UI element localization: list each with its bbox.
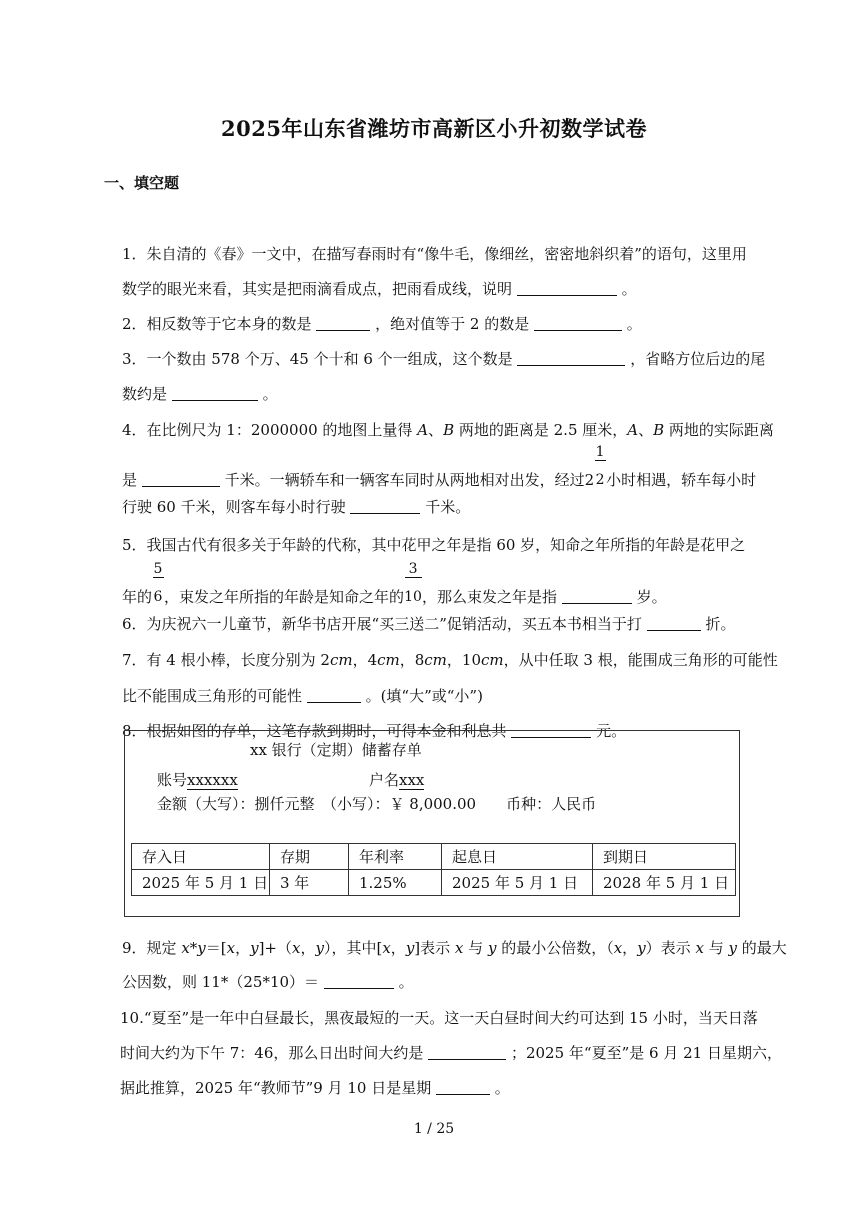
question-10-line-3: 据此推算，2025 年“教师节”9 月 10 日是星期 。 bbox=[120, 1079, 510, 1097]
question-3-line-2: 数约是 。 bbox=[122, 385, 278, 403]
table-header-row bbox=[132, 844, 736, 870]
question-5-line-2: 年的 $\frac{5}{6}$ ，束发之年所指的年龄是知命之年的 $\frac{3}{10}$ ，那么束发之年是指 岁。 bbox=[122, 561, 667, 606]
answer-blank[interactable] bbox=[436, 1080, 490, 1095]
question-7-line-2: 比不能围成三角形的可能性 。(填“大”或“小”) bbox=[122, 687, 483, 705]
answer-blank[interactable] bbox=[316, 316, 370, 331]
question-1-line-1: 1．朱自清的《春》一文中，在描写春雨时有“像牛毛，像细丝，密密地斜织着”的语句，这里用 bbox=[122, 245, 747, 263]
table-header-cell: 年利率 bbox=[349, 844, 442, 870]
deposit-slip-heading: xx 银行（定期）储蓄存单 bbox=[250, 741, 422, 759]
question-2: 2．相反数等于它本身的数是 ，绝对值等于 2 的数是 。 bbox=[122, 315, 642, 333]
question-9-line-2: 公因数，则 11*（25*10）＝ 。 bbox=[122, 973, 414, 991]
table-header-cell: 存期 bbox=[270, 844, 349, 870]
question-7-line-1: 7．有 4 根小棒，长度分别为 2cm，4cm，8cm，10cm，从中任取 3 根，能围成三角形的可能性 bbox=[122, 651, 778, 669]
table-header-cell: 起息日 bbox=[442, 844, 593, 870]
table-cell: 1.25% bbox=[349, 870, 442, 896]
question-3-line-1: 3．一个数由 578 个万、45 个十和 6 个一组成，这个数是 ，省略方位后边的尾 bbox=[122, 350, 766, 368]
answer-blank[interactable] bbox=[517, 351, 625, 366]
answer-blank[interactable] bbox=[172, 386, 258, 401]
deposit-amount: 金额（大写）：捌仟元整 （小写）：￥ 8,000.00 币种：人民币 bbox=[157, 795, 597, 813]
table-row bbox=[132, 870, 736, 896]
account-name: 户名xxx bbox=[369, 771, 425, 789]
table-header-cell: 到期日 bbox=[593, 844, 736, 870]
question-1-line-2: 数学的眼光来看，其实是把雨滴看成点，把雨看成线，说明 。 bbox=[122, 280, 637, 298]
deposit-table bbox=[131, 843, 736, 896]
answer-blank[interactable] bbox=[534, 316, 622, 331]
question-10-line-2: 时间大约为下午 7：46，那么日出时间大约是 ；2025 年“夏至”是 6 月 21 日星期六， bbox=[120, 1044, 782, 1062]
answer-blank[interactable] bbox=[142, 472, 220, 487]
table-cell: 3 年 bbox=[270, 870, 349, 896]
question-10-line-1: 10.“夏至”是一年中白昼最长，黑夜最短的一天。这一天白昼时间大约可达到 15 小时，当天日落 bbox=[120, 1009, 758, 1027]
page-number: 1 / 25 bbox=[413, 1121, 455, 1137]
fraction-three-tenths: $\frac{3}{10}$ bbox=[404, 561, 422, 605]
answer-blank[interactable] bbox=[307, 688, 361, 703]
table-header-cell: 存入日 bbox=[132, 844, 270, 870]
page-title: 2025年山东省潍坊市高新区小升初数学试卷 bbox=[221, 116, 647, 141]
section-heading: 一、填空题 bbox=[104, 174, 180, 192]
question-5-line-1: 5．我国古代有很多关于年龄的代称，其中花甲之年是指 60 岁，知命之年所指的年龄是花甲之 bbox=[122, 536, 746, 554]
question-9-line-1: 9．规定 x*y＝[x，y]+（x，y），其中[x，y]表示 x 与 y 的最小公倍数，（x，y）表示 x 与 y 的最大 bbox=[122, 939, 787, 957]
question-8: 8．根据如图的存单，这笔存款到期时，可得本金和利息共 元。 bbox=[122, 722, 627, 740]
question-6: 6．为庆祝六一儿童节，新华书店开展“买三送二”促销活动，买五本书相当于打 折。 bbox=[122, 615, 736, 633]
answer-blank[interactable] bbox=[428, 1045, 506, 1060]
table-cell: 2025 年 5 月 1 日 bbox=[442, 870, 593, 896]
question-4-line-3: 行驶 60 千米，则客车每小时行驶 千米。 bbox=[122, 498, 471, 516]
question-4-line-1: 4．在比例尺为 1：2000000 的地图上量得 A、B 两地的距离是 2.5 厘米，A、B 两地的实际距离 bbox=[122, 421, 774, 439]
table-cell: 2028 年 5 月 1 日 bbox=[593, 870, 736, 896]
answer-blank[interactable] bbox=[324, 974, 394, 989]
account-number: 账号xxxxxx bbox=[157, 771, 238, 789]
fraction-one-half: $\frac{1}{2}$ bbox=[595, 444, 605, 488]
table-cell: 2025 年 5 月 1 日 bbox=[132, 870, 270, 896]
answer-blank[interactable] bbox=[647, 616, 701, 631]
answer-blank[interactable] bbox=[350, 499, 420, 514]
answer-blank[interactable] bbox=[562, 589, 632, 604]
answer-blank[interactable] bbox=[517, 281, 617, 296]
question-4-line-2: 是 千米。一辆轿车和一辆客车同时从两地相对出发，经过2 $\frac{1}{2}$ 小时相遇，轿车每小时 bbox=[122, 444, 757, 489]
fraction-five-sixths: $\frac{5}{6}$ bbox=[153, 561, 163, 605]
deposit-slip-figure bbox=[124, 730, 740, 917]
